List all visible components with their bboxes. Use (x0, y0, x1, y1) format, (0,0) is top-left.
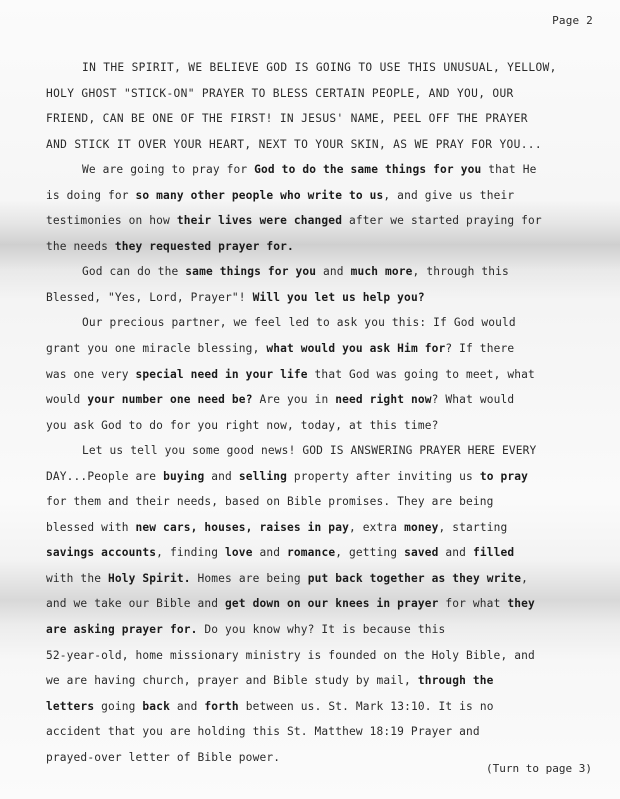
text-run: that He (481, 163, 537, 177)
paragraph (46, 438, 594, 770)
text-run: with the (46, 571, 108, 585)
emphasis-text: savings accounts (46, 546, 157, 560)
emphasis-text: selling (238, 469, 288, 483)
text-line (46, 183, 594, 209)
text-run: Do you know why? It is because this (197, 623, 446, 637)
emphasis-text: get down on our knees in prayer (225, 597, 439, 611)
text-run: , starting (438, 520, 508, 534)
text-run: ? If there (445, 342, 515, 356)
text-line (46, 464, 594, 490)
text-line (46, 336, 594, 362)
emphasis-text: Holy Spirit. (107, 571, 191, 585)
text-line (46, 566, 594, 592)
text-run: blessed with (46, 520, 136, 534)
paragraph (46, 310, 594, 438)
text-line (46, 591, 594, 617)
text-line (46, 413, 594, 439)
text-line (46, 438, 594, 464)
text-run: and (169, 699, 205, 713)
text-line (46, 310, 594, 336)
text-run: ? What would (431, 393, 515, 407)
emphasis-text: buying (163, 469, 205, 483)
emphasis-text: they (507, 597, 535, 611)
text-line (46, 362, 594, 388)
text-run: we are having church, prayer and Bible study by mail, (46, 674, 418, 688)
text-line (46, 132, 594, 158)
text-line (46, 259, 594, 285)
text-run: property after inviting us (287, 469, 480, 483)
text-line (46, 106, 594, 132)
text-run: after we started praying for (342, 214, 542, 228)
text-run: the needs (46, 239, 115, 253)
text-run: , through this (412, 265, 509, 279)
text-run: going (94, 699, 143, 713)
emphasis-text: letters (46, 699, 95, 713)
text-run: , and give us their (383, 188, 515, 202)
text-run: grant you one miracle blessing, (46, 342, 267, 356)
emphasis-text: money (404, 520, 439, 534)
emphasis-text: so many other people who write to us (135, 188, 384, 202)
text-line (46, 719, 594, 745)
emphasis-text: need right now (335, 393, 432, 407)
text-run: Are you in (252, 393, 336, 407)
paragraph (46, 157, 594, 259)
text-run: Let us tell you some good news! GOD IS ANSWERING PRAYER HERE EVERY (82, 444, 537, 458)
emphasis-text: God to do the same things for you (254, 163, 482, 177)
text-run: Our precious partner, we feel led to ask you this: If God would (82, 316, 516, 330)
emphasis-text: much more (350, 265, 413, 279)
emphasis-text: your number one need be? (87, 393, 253, 407)
text-run: IN THE SPIRIT, WE BELIEVE GOD IS GOING TO USE THIS UNUSUAL, YELLOW, (82, 61, 557, 74)
emphasis-text: are asking prayer for. (46, 623, 198, 637)
text-run: and (316, 265, 351, 279)
text-line (46, 540, 594, 566)
text-run: HOLY GHOST "STICK-ON" PRAYER TO BLESS CERTAIN PEOPLE, AND YOU, OUR (46, 86, 514, 100)
text-run: and (252, 546, 288, 560)
paragraph (46, 55, 594, 157)
text-line (46, 81, 594, 107)
emphasis-text: filled (472, 546, 515, 560)
emphasis-text: new cars, houses, raises in pay (135, 520, 349, 534)
emphasis-text: saved (404, 546, 439, 560)
text-run: and (438, 546, 473, 560)
text-run: 52-year-old, home missionary ministry is founded on the Holy Bible, and (46, 648, 535, 662)
text-run: was one very (46, 367, 136, 381)
text-run: and we take our Bible and (46, 597, 226, 611)
text-run: We are going to pray for (82, 163, 255, 177)
emphasis-text: through the (417, 674, 494, 688)
text-run: testimonies on how (46, 214, 177, 228)
letter-body (46, 55, 594, 770)
text-line (46, 285, 594, 311)
emphasis-text: same things for you (185, 265, 317, 279)
text-run: AND STICK IT OVER YOUR HEART, NEXT TO YOUR SKIN, AS WE PRAY FOR YOU... (46, 137, 542, 151)
text-line (46, 515, 594, 541)
text-run: for them and their needs, based on Bible promises. They are being (46, 495, 494, 509)
text-run: , extra (348, 520, 405, 534)
text-run: for what (438, 597, 508, 611)
emphasis-text: Will you let us help you? (252, 290, 425, 304)
text-run: and (204, 469, 239, 483)
paragraph (46, 259, 594, 310)
text-run: that God was going to meet, what (307, 367, 535, 381)
emphasis-text: what would you ask Him for (266, 342, 446, 356)
text-line (46, 617, 594, 643)
emphasis-text: romance (287, 546, 336, 560)
text-run: is doing for (46, 188, 136, 202)
text-run: you ask God to do for you right now, today, at this time? (46, 418, 439, 432)
continuation-note: (Turn to page 3) (486, 762, 592, 775)
text-line (46, 643, 594, 669)
text-line (46, 234, 594, 260)
emphasis-text: to pray (479, 469, 529, 483)
emphasis-text: love (225, 546, 253, 560)
text-line (46, 694, 594, 720)
emphasis-text: their lives were changed (176, 214, 343, 228)
text-line (46, 157, 594, 183)
text-run: , (521, 571, 529, 585)
emphasis-text: forth (204, 699, 239, 713)
emphasis-text: they requested prayer for. (114, 239, 294, 253)
text-run: DAY...People are (46, 469, 164, 483)
page-number: Page 2 (552, 14, 593, 27)
text-line (46, 489, 594, 515)
text-run: FRIEND, CAN BE ONE OF THE FIRST! IN JESUS' NAME, PEEL OFF THE PRAYER (46, 112, 528, 126)
text-run: , getting (335, 546, 405, 560)
text-line (46, 387, 594, 413)
emphasis-text: put back together as they write (307, 571, 522, 585)
text-run: would (46, 393, 88, 407)
text-run: Homes are being (190, 571, 308, 585)
text-line (46, 208, 594, 234)
text-run: accident that you are holding this St. Matthew 18:19 Prayer and (46, 725, 480, 739)
emphasis-text: special need in your life (135, 367, 308, 381)
text-run: between us. St. Mark 13:10. It is no (238, 699, 494, 713)
text-run: Blessed, "Yes, Lord, Prayer"! (46, 290, 253, 304)
text-run: prayed-over letter of Bible power. (46, 750, 281, 764)
text-line (46, 668, 594, 694)
text-run: God can do the (82, 265, 186, 279)
text-run: , finding (156, 546, 226, 560)
text-line (46, 55, 594, 81)
emphasis-text: back (142, 699, 170, 713)
